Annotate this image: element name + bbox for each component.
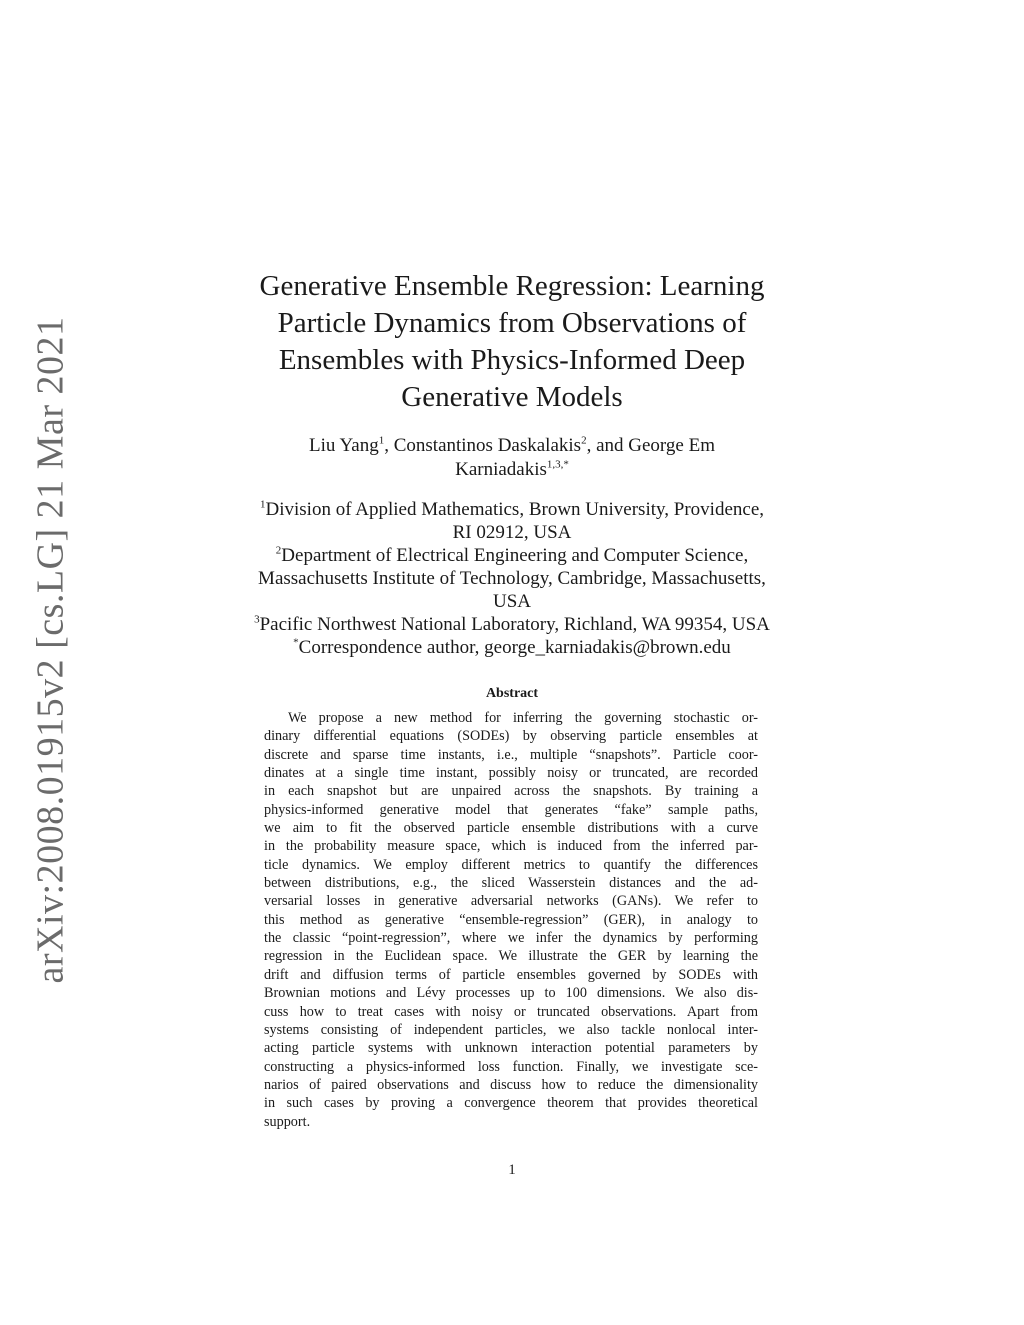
- abstract-line: in each snapshot but are unpaired across the snapshots. By training a: [264, 783, 758, 800]
- arxiv-stamp: [28, 316, 72, 984]
- affiliation-line: RI 02912, USA: [452, 522, 572, 543]
- abstract-line: narios of paired observations and discuss how to reduce the dimensionality: [264, 1076, 758, 1093]
- abstract-line: dinary differential equations (SODEs) by observing particle ensembles at: [264, 728, 758, 745]
- correspondence-text: Correspondence author, george_karniadakis@brown.edu: [298, 637, 731, 658]
- author-name: , Constantinos Daskalakis: [384, 435, 582, 456]
- affiliation-line: Massachusetts Institute of Technology, Cambridge, Massachusetts,: [258, 568, 766, 589]
- author-line: [200, 458, 824, 482]
- abstract-heading: Abstract: [485, 686, 539, 701]
- abstract-line: this method as generative “ensemble-regression” (GER), in analogy to: [264, 911, 758, 928]
- affiliation-line: [180, 613, 844, 636]
- title-line: Generative Models: [401, 381, 623, 413]
- abstract-body: [264, 709, 758, 1131]
- title-line: Ensembles with Physics-Informed Deep: [278, 344, 746, 376]
- abstract-line: the classic “point-regression”, where we infer the dynamics by performing: [264, 930, 758, 947]
- abstract-line: support.: [264, 1113, 311, 1130]
- affiliation-line: [180, 544, 844, 567]
- author-name: , and George Em: [586, 435, 715, 456]
- affiliation-text: Department of Electrical Engineering and Computer Science,: [281, 545, 749, 566]
- affiliation-line: [180, 498, 844, 521]
- abstract-line: in such cases by proving a convergence theorem that provides theoretical: [264, 1095, 758, 1112]
- affiliation-sup: 3: [254, 613, 260, 626]
- abstract-line: Brownian motions and Lévy processes up to 100 dimensions. We also dis-: [264, 985, 758, 1002]
- author-list: [200, 434, 824, 482]
- abstract-line: ticle dynamics. We employ different metrics to quantify the differences: [264, 856, 758, 873]
- arxiv-stamp-text: arXiv:2008.01915v2 [cs.LG] 21 Mar 2021: [29, 316, 72, 984]
- author-affil-sup: 1,3,*: [546, 458, 569, 471]
- abstract-line: regression in the Euclidean space. We illustrate the GER by learning the: [264, 948, 758, 965]
- affiliation-text: Division of Applied Mathematics, Brown University, Providence,: [265, 499, 764, 520]
- abstract-line: versarial losses in generative adversarial networks (GANs). We refer to: [264, 893, 758, 910]
- abstract-line: discrete and sparse time instants, i.e., multiple “snapshots”. Particle coor-: [264, 746, 758, 763]
- title-line: Particle Dynamics from Observations of: [277, 307, 747, 339]
- author-name: Liu Yang: [309, 435, 379, 456]
- abstract-line: in the probability measure space, which is induced from the inferred par-: [264, 838, 758, 855]
- affiliations: [180, 498, 844, 659]
- abstract-line: systems consisting of independent particles, we also tackle nonlocal inter-: [264, 1021, 758, 1038]
- abstract-line: acting particle systems with unknown interaction potential parameters by: [264, 1040, 758, 1057]
- abstract-line: physics-informed generative model that generates “fake” sample paths,: [264, 801, 758, 818]
- abstract-line: We propose a new method for inferring the governing stochastic or-: [288, 710, 758, 726]
- abstract-line: drift and diffusion terms of particle ensembles governed by SODEs with: [264, 966, 758, 983]
- abstract-line: dinates at a single time instant, possibly noisy or truncated, are recorded: [264, 765, 758, 782]
- author-line: [200, 434, 824, 458]
- page-number: 1: [508, 1162, 516, 1178]
- affiliation-sup: 1: [260, 498, 266, 511]
- abstract-line: between distributions, e.g., the sliced Wasserstein distances and the ad-: [264, 875, 758, 892]
- abstract-line: cuss how to treat cases with noisy or truncated observations. Apart from: [264, 1003, 758, 1020]
- affiliation-line: USA: [492, 591, 531, 612]
- correspondence-line: [180, 636, 844, 659]
- affiliation-sup: 2: [275, 544, 282, 557]
- author-name: Karniadakis: [455, 459, 547, 480]
- affiliation-text: Pacific Northwest National Laboratory, Richland, WA 99354, USA: [259, 614, 770, 635]
- paper-title: [212, 268, 812, 416]
- author-affil-sup: 2: [581, 434, 587, 447]
- title-line: Generative Ensemble Regression: Learning: [259, 270, 765, 302]
- correspondence-sup: *: [293, 636, 299, 649]
- author-affil-sup: 1: [378, 434, 385, 447]
- abstract-line: we aim to fit the observed particle ensemble distributions with a curve: [264, 820, 758, 837]
- abstract-line: constructing a physics-informed loss function. Finally, we investigate sce-: [264, 1058, 758, 1075]
